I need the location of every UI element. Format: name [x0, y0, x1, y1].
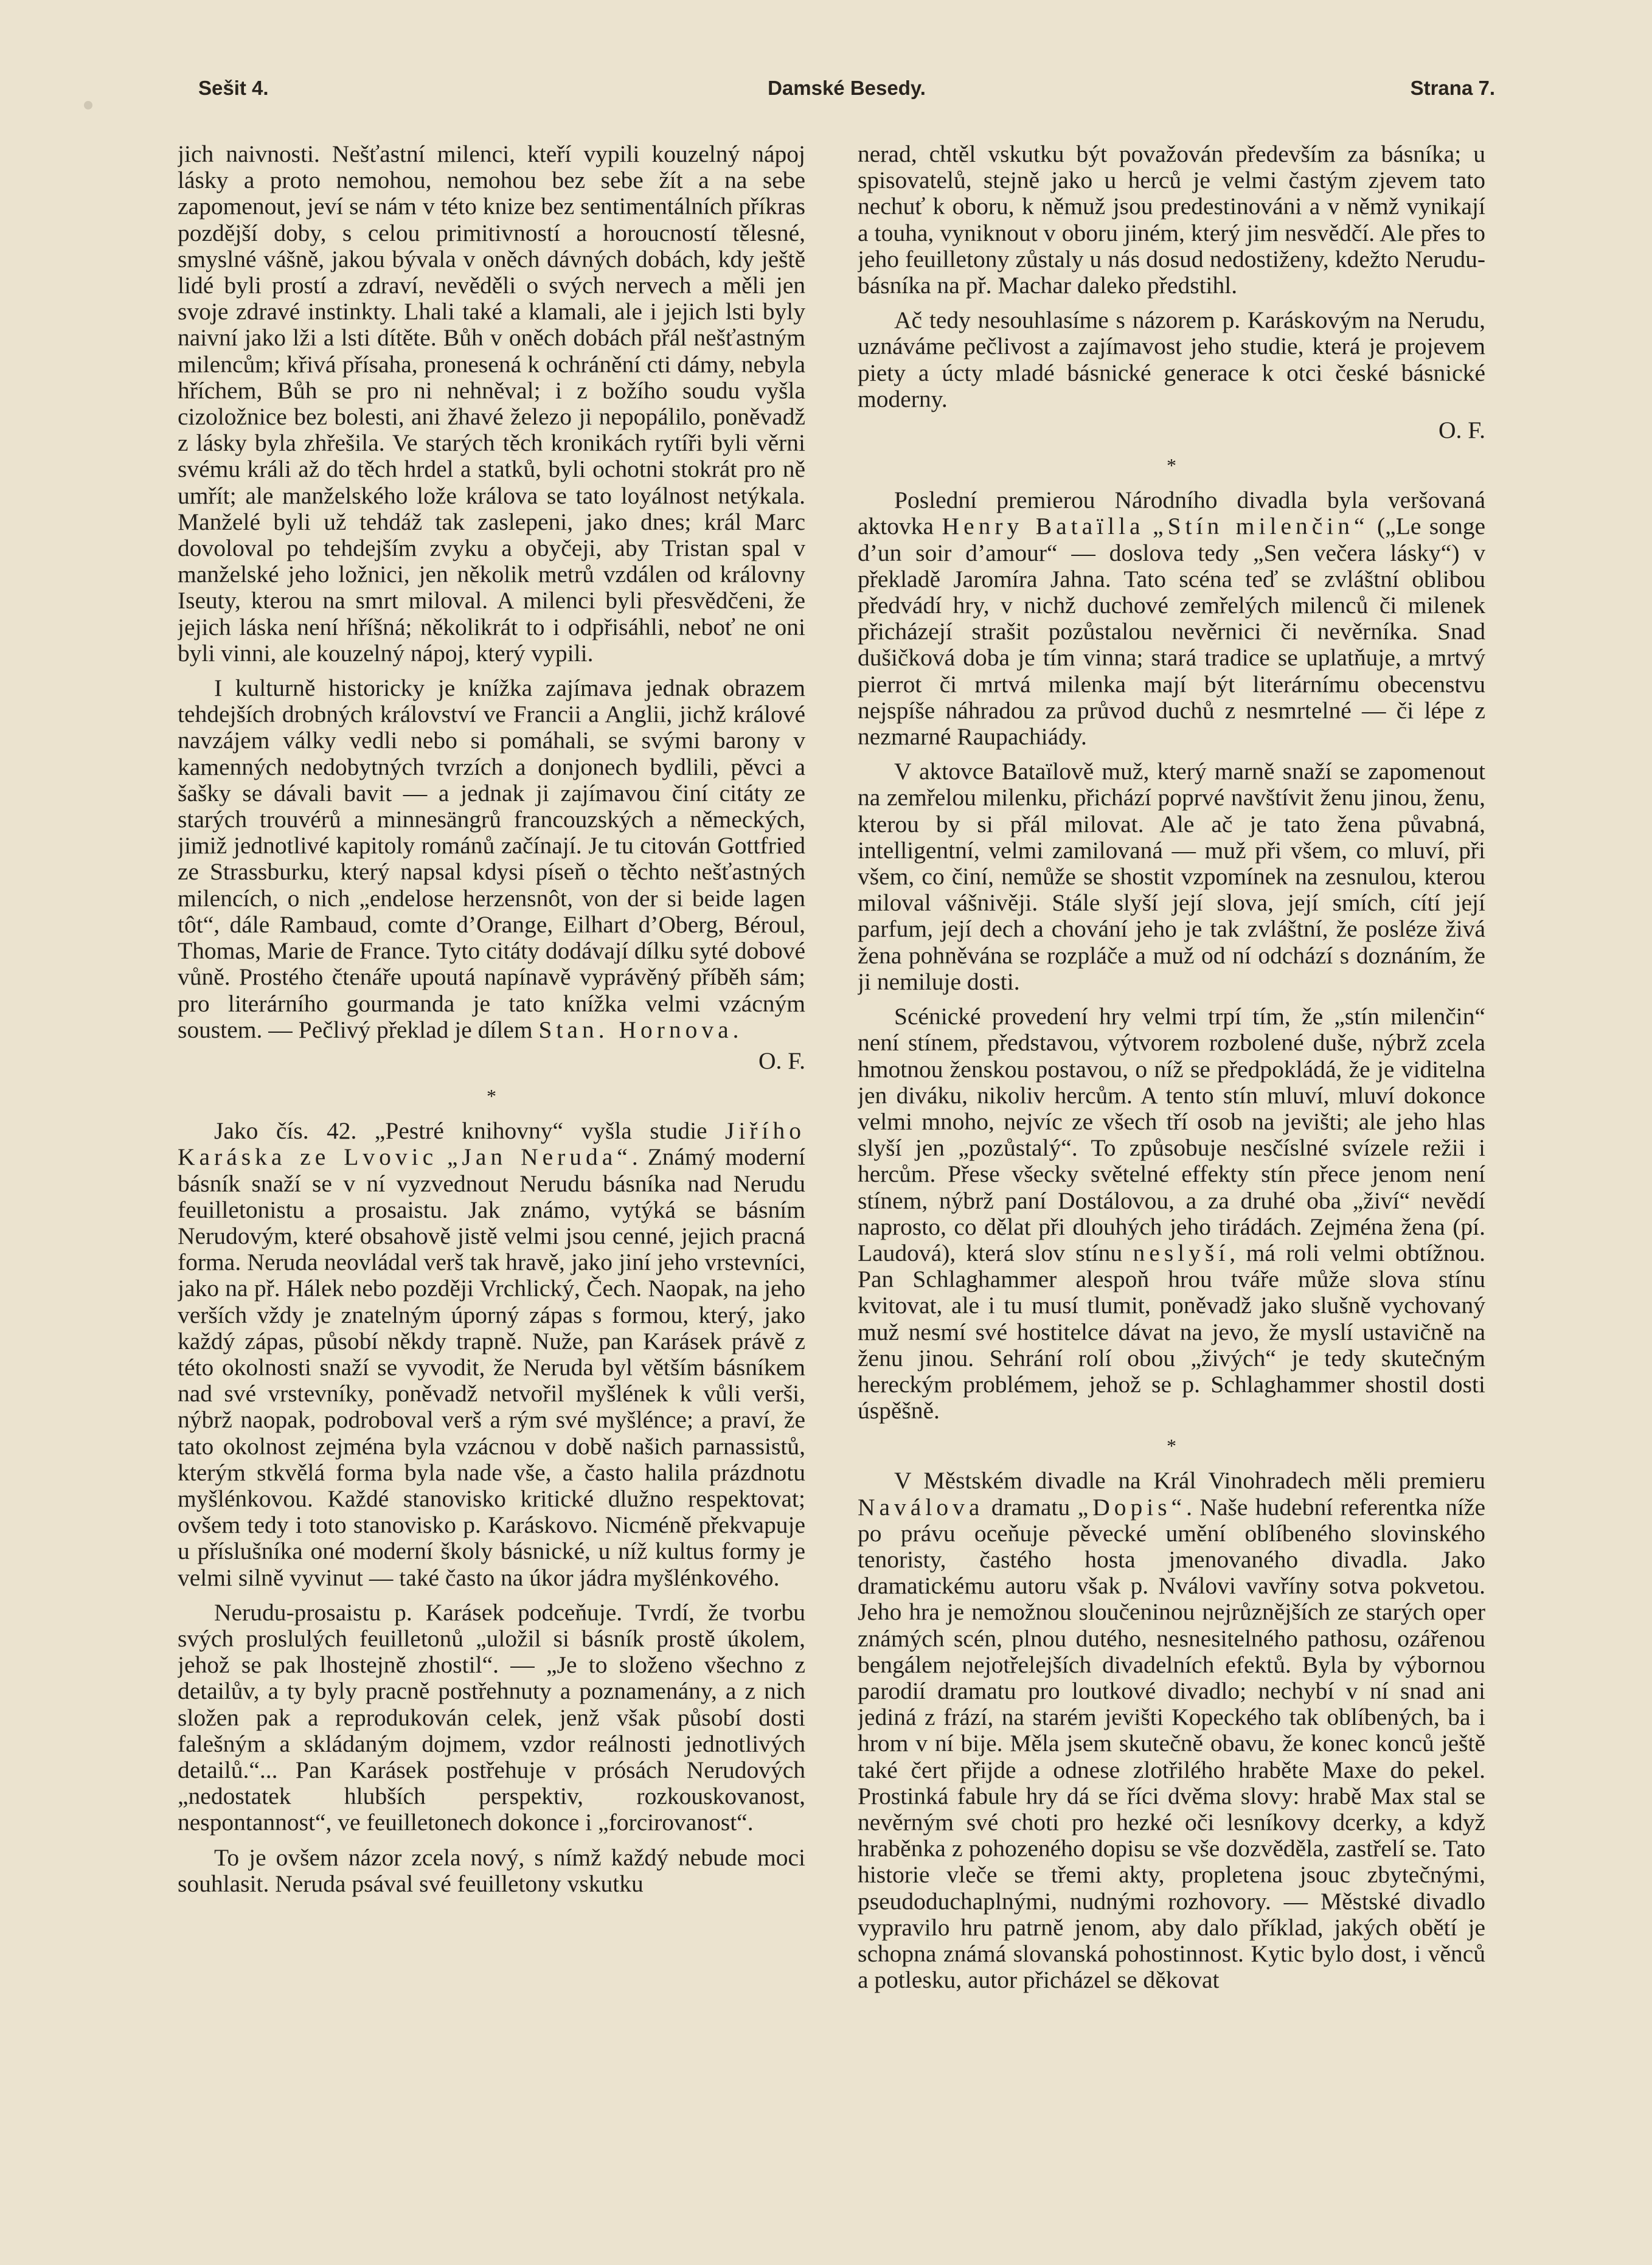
paragraph: [858, 487, 1485, 750]
paragraph-text: dramatu: [984, 1493, 1078, 1521]
signature: O. F.: [758, 1047, 805, 1074]
section-divider: *: [1167, 1435, 1176, 1457]
paragraph-text: I kulturně historicky je knížka zajímava jednak obrazem tehdejších drobných království ve Francii a Anglii, jichž králové navzájem války vedli nebo si pomáhali, se svými barony v kamenných nedobytných tvrzích a donjonech bydlili, pěvci a šašky se dávali bavit — a jednak ji zajímavou činí citáty ze starých trouvérů a minnesängrů francouzských a německých, jimiž jednotlivé kapitoly románů začínají. Je tu citován Gottfried ze Strassburku, který napsal kdysi píseň o těchto nešťastných milencích, o nich „endelose herzensnôt, von der si beide lagen tôt“, dále Rambaud, comte d’Orange, Eilhart d’Oberg, Béroul, Thomas, Marie de France. Tyto citáty dodávají dílku syté dobové vůně. Prostého čtenáře upoutá napínavě vyprávěný příběh sám; pro literárního gourmanda je tato knížka velmi vzácným soustem. — Pečlivý překlad je dílem: [178, 675, 805, 1043]
paragraph: To je ovšem názor zcela nový, s nímž každý nebude moci souhlasit. Neruda psával své feuilletony vskutku: [178, 1844, 805, 1897]
translator-name: Stan. Hornova.: [538, 1016, 743, 1043]
paragraph-text: („Le songe d’un soir d’amour“ — doslova tedy „Sen večera lásky“) v překladě Jaromíra Jahna. Tato scéna teď se zvláštní oblibou předvádí hry, v nichž duchové zemřelých milenců či milenek přicházejí strašit pozůstalou nevěrnici či nevěrníka. Snad dušičková doba je tím vinna; stará tradice se uplatňuje, a mrtvý pierrot či mrtvá milenka mají být literárnímu obecenstvu nejspíše náhradou za průvod duchů z nesmrtelné — či lépe z nezmarné Raupachiády.: [858, 513, 1485, 751]
section-divider: *: [487, 1085, 496, 1108]
emphasized-word: neslyší: [1133, 1239, 1230, 1266]
paragraph: [178, 675, 805, 1043]
magazine-title: Damské Besedy.: [768, 77, 926, 99]
paragraph: V aktovce Bataïlově muž, který marně snaží se zapomenout na zemřelou milenku, přichází poprvé navštívit ženu jinou, ženu, kterou by si přál milovat. Ale ač je tato žena půvabná, intelligentní, velmi zamilovaná — muž při všem, co mluví, při všem, co činí, nemůže se shostit vzpomínek na zesnulou, kterou miloval vášnivěji. Stále slyší její slova, její smích, cítí její parfum, její dech a chování jeho je tak zvláštní, že posléze živá žena pohněvána se rozpláče a muž od ní odchází s doznáním, že ji nemiluje dosti.: [858, 758, 1485, 995]
paragraph: nerad, chtěl vskutku být považován především za básníka; u spisovatelů, stejně jako u herců je velmi častým zjevem tato nechuť k oboru, k němuž jsou predestinováni a v němž vynikají a touha, vyniknout v oboru jiném, který jim nesvědčí. Ale přes to jeho feuilletony zůstaly u nás dosud nedostiženy, kdežto Nerudu-básníka na př. Machar daleko předstihl.: [858, 141, 1485, 299]
author-name: Henry Bataïlla: [942, 513, 1145, 540]
author-name: Jiřího Karáska ze Lvovic: [178, 1117, 805, 1171]
section-divider: *: [1167, 454, 1176, 477]
play-title: „Dopis“: [1077, 1493, 1187, 1521]
play-title: „Stín milenčin“: [1153, 513, 1369, 540]
page-number: Strana 7.: [1410, 77, 1495, 99]
page-header: [198, 77, 1495, 113]
paragraph: [858, 1004, 1485, 1424]
paragraph: Nerudu-prosaistu p. Karásek podceňuje. Tvrdí, že tvorbu svých proslulých feuilletonů „uložil si básník prostě úkolem, jehož se pak lhostejně zhostil“. — „Je to složeno všechno z detailův, a ty byly pracně postřehnuty a poznamenány, a z nich složen pak a reprodukován celek, jenž však působí dosti falešným a skládaným dojmem, vzdor reálnosti jednotlivých detailů.“... Pan Karásek postřehuje v prósách Nerudových „nedostatek hlubších perspektiv, rozkouskovanost, nespontannost“, ve feuilletonech dokonce i „forcirovanost“.: [178, 1598, 805, 1836]
paragraph: [858, 1468, 1485, 1993]
paragraph-text: . Známý moderní básník snaží se v ní vyzvednout Nerudu básníka nad Nerudu feuilletonistu a prosaistu. Jak známo, vytýká se básním Nerudovým, které obsahově jistě velmi jsou cenné, jejich pracná forma. Neruda neovládal verš tak hravě, jako jiní jeho vrstevníci, jako na př. Hálek nebo později Vrchlický, Čech. Naopak, na jeho verších vždy je znatelným úporný zápas s formou, který, jako každý zápas, působí někdy trapně. Nuže, pan Karásek právě z této okolnosti snaží se vyvodit, že Neruda byl větším básníkem nad své vrstevníky, poněvadž netvořil myšlének k vůli verši, nýbrž naopak, podroboval verš a rým své myšlénce; a praví, že tato okolnost zejména byla vzácnou v době našich parnassistů, kterým stkvělá forma byla nade vše, a často halila prázdnotu myšlénkovou. Každé stanovisko kritické dlužno respektovat; ovšem tedy i toto stanovisko p. Karáskovo. Nicméně překvapuje u příslušníka oné moderní školy básnické, u níž kultus formy je velmi silně vyvinut — také často na úkor jádra myšlénkového.: [178, 1143, 805, 1591]
paragraph-text: Jako čís. 42. „Pestré knihovny“ vyšla studie: [214, 1117, 707, 1145]
binding-hole: [84, 101, 92, 109]
paragraph-text: V Městském divadle na Král Vinohradech měli premieru: [894, 1467, 1485, 1494]
book-title: „Jan Neruda“: [447, 1143, 632, 1171]
paragraph-text: Poslední premierou Národního divadla byla veršovaná aktovka: [858, 487, 1485, 540]
left-column: [178, 141, 805, 2221]
paragraph-text: Scénické provedení hry velmi trpí tím, že „stín milenčin“ není stínem, představou, výtvorem rozbolené duše, nýbrž zcela hmotnou ženskou postavou, o níž se předpokládá, že je viditelna jen diváku, nikoliv hercům. A tento stín mluví, mluví dokonce velmi mnoho, nejvíc ze všech tří osob na jevišti; ale jeho hlas slyší jen „pozůstalý“. To způsobuje nesčíslné svízele režii i hercům. Přese všecky světelné effekty stín přece jenom není stínem, nýbrž paní Dostálovou, a za druhé oba „živí“ nevědí naprosto, co dělat při dlouhých jeho tirádách. Zejména žena (pí. Laudová), která slov stínu: [858, 1003, 1485, 1266]
paragraph: jich naivnosti. Nešťastní milenci, kteří vypili kouzelný nápoj lásky a proto nemohou, nemohou bez sebe žít a na sebe zapomenout, jeví se nám v této knize bez sentimentálních příkras pozdější doby, s celou primitivností a horoucností tělesné, smyslné vášně, jakou bývala v oněch dávných dobách, kdy ještě lidé byli prostí a zdraví, nevěděli o svých nervech a měli jen svoje zdravé instinkty. Lhali také a klamali, ale i jejich lsti byly naivní jako lži a lsti dítěte. Bůh v oněch dobách přál nešťastným milencům; křivá přísaha, pronesená k ochránění cti dámy, nebyla hříchem, Bůh se pro ni nehněval; i z božího soudu vyšla cizoložnice bez bolesti, ani žhavé železo ji nepopálilo, poněvadž z lásky byla zhřešila. Ve starých těch kronikách rytíři byli věrni svému králi až do těch hrdel a statků, byli ochotni stokrát pro ně umřít; ale manželského lože králova se tato loyálnost netýkala. Manželé byli už tehdáž tak zaslepeni, jako dnes; král Marc dovoloval po tehdejším zvyku a obyčeji, aby Tristan spal v manželské jeho ložnici, jen několik metrů vzdálen od královny Iseuty, kterou na smrt miloval. A milenci byli přesvědčeni, že jejich láska není hříšná; několikrát to i odpřisáhli, neboť ne oni byli vinni, ale kouzelný nápoj, který vypili.: [178, 141, 805, 667]
issue-number: Sešit 4.: [198, 77, 269, 99]
paragraph-text: . Naše hudební referentka níže po právu oceňuje pěvecké umění oblíbeného slovinského tenoristy, častého hosta jmenovaného divadla. Jako dramatickému autoru však p. Nválovi vavříny sotva pokvetou. Jeho hra je nemožnou sloučeninou nejrůznějších ze starých oper známých scén, plnou dutého, nesnesitelného pathosu, ozářenou bengálem nejotřelejších divadelních efektů. Byla by výbornou parodií dramatu pro loutkové divadlo; nechybí v ní snad ani jediná z frází, na starém jevišti Kopeckého tak oblíbených, ba i hrom v ní bije. Měla jsem skutečně obavu, že konec konců ještě také čert přijde a odnese zlotřilého hraběte Maxe do pekel. Prostinká fabule hry dá se říci dvěma slovy: hrabě Max stal se nevěrným své choti pro hezké oči lesníkovy dcerky, a když hraběnka z pohozeného dopisu se vše dozvěděla, zastřelí se. Tato historie vleče se třemi akty, propletena jsouc zbytečnými, pseudoduchaplnými, nudnými rozhovory. — Městské divadlo vypravilo hru patrně jenom, aby dalo příklad, jakých obětí je schopna známá slovanská pohostinnost. Kytic bylo dost, i věnců a potlesku, autor přicházel se děkovat: [858, 1493, 1485, 1994]
author-name: Naválova: [858, 1493, 984, 1521]
paragraph: Ač tedy nesouhlasíme s názorem p. Karáskovým na Nerudu, uznáváme pečlivost a zajímavost jeho studie, která je projevem piety a úcty mladé básnické generace k otci české básnické moderny.: [858, 307, 1485, 412]
paragraph-text: , má roli velmi obtížnou. Pan Schlaghammer alespoň hrou tváře může slova stínu kvitovat, ale i tu musí tlumit, poněvadž jako slušně vychovaný muž nesmí své hostitelce dávat na jevo, že myslí ustavičně na ženu jinou. Sehrání rolí obou „živých“ je tedy skutečným hereckým problémem, jehož se p. Schlaghammer shostil dosti úspěšně.: [858, 1239, 1485, 1424]
paragraph: [178, 1118, 805, 1591]
right-column: [858, 141, 1485, 2221]
signature: O. F.: [1439, 417, 1485, 444]
